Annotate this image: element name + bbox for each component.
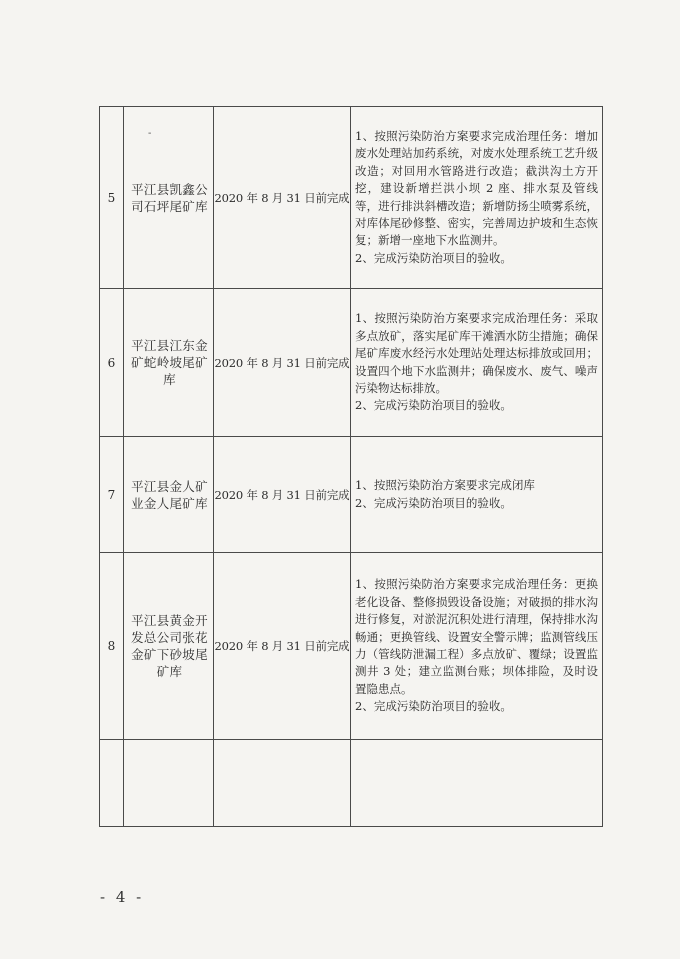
empty-cell — [100, 740, 124, 827]
task-item: 1、按照污染防治方案要求完成治理任务：采取多点放矿，落实尾矿库干滩洒水防尘措施；确保尾矿库废水经污水处理站处理达标排放或回用；设置四个地下水监测井；确保废水、废气、噪声污染物达标排放。 — [355, 311, 598, 395]
tailings-pond-name: 平江县凯鑫公司石坪尾矿库 — [124, 107, 214, 289]
task-item: 1、按照污染防治方案要求完成闭库 — [355, 478, 535, 493]
remediation-table — [99, 106, 603, 827]
stray-mark: - — [148, 128, 152, 139]
page-number: - 4 - — [100, 888, 145, 906]
empty-cell — [124, 740, 214, 827]
row-number: 8 — [100, 553, 124, 740]
task-item: 2、完成污染防治项目的验收。 — [355, 250, 512, 265]
task-list — [351, 437, 603, 553]
tailings-pond-name: 平江县金人矿业金人尾矿库 — [124, 437, 214, 553]
empty-cell — [351, 740, 603, 827]
empty-table-row — [100, 740, 603, 827]
tailings-pond-name: 平江县黄金开发总公司张花金矿下砂坡尾矿库 — [124, 553, 214, 740]
table-row — [100, 437, 603, 553]
task-item: 1、按照污染防治方案要求完成治理任务：增加废水处理站加药系统，对废水处理系统工艺升级改造；对回用水管路进行改造；截洪沟土方开挖，建设新增拦洪小坝 2 座、排水泵及管线等，进行排洪斜槽改造；新增防扬尘喷雾系统，对库体尾砂修整、密实，完善周边护坡和生态恢复；新增一座地下水监测井。 — [355, 128, 598, 248]
table-row — [100, 107, 603, 289]
deadline: 2020 年 8 月 31 日前完成 — [214, 107, 351, 289]
task-item: 2、完成污染防治项目的验收。 — [355, 495, 512, 510]
task-item: 1、按照污染防治方案要求完成治理任务：更换老化设备、整修损毁设备设施；对破损的排水沟进行修复，对淤泥沉积处进行清理，保持排水沟畅通；更换管线、设置安全警示牌；监测管线压力（管线防泄漏工程）多点放矿、覆绿；设置监测井 3 处；建立监测台账；坝体排险，及时设置隐患点。 — [355, 577, 598, 696]
deadline: 2020 年 8 月 31 日前完成 — [214, 437, 351, 553]
task-list — [351, 107, 603, 289]
task-list — [351, 289, 603, 437]
task-list — [351, 553, 603, 740]
task-item: 2、完成污染防治项目的验收。 — [355, 699, 512, 714]
deadline: 2020 年 8 月 31 日前完成 — [214, 289, 351, 437]
tailings-pond-name: 平江县江东金矿蛇岭坡尾矿库 — [124, 289, 214, 437]
empty-cell — [214, 740, 351, 827]
table-row — [100, 553, 603, 740]
row-number: 6 — [100, 289, 124, 437]
row-number: 7 — [100, 437, 124, 553]
task-item: 2、完成污染防治项目的验收。 — [355, 398, 512, 413]
table-row — [100, 289, 603, 437]
deadline: 2020 年 8 月 31 日前完成 — [214, 553, 351, 740]
row-number: 5 — [100, 107, 124, 289]
